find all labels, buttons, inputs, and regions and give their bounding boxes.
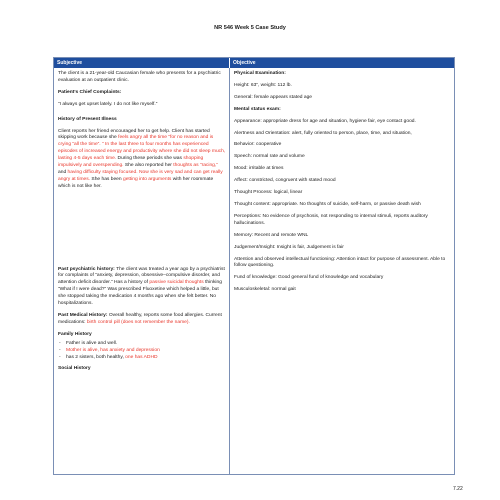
mental-status-item: Alertness and Orientation: alert, fully oriented to person, place, time, and situation,: [234, 130, 412, 136]
chief-complaint-text: “I always get upset lately. I do not like myself.”: [58, 101, 158, 107]
text-run: with her roommate which is not like her.: [58, 176, 214, 189]
highlighted-text: birth control pill (does not remember the name).: [86, 319, 190, 325]
mental-status-item: Affect: constricted, congruent with stated mood: [234, 178, 336, 184]
page-title: NR 546 Week 5 Case Study: [214, 25, 286, 31]
mental-status-item: Musculoskeletal: normal gait: [234, 287, 296, 293]
table-header-row: [54, 58, 454, 68]
mental-status-heading: Mental status exam:: [234, 106, 281, 112]
text-run: has 2 sisters, both healthy,: [66, 354, 126, 360]
text-run: She also reported her: [123, 163, 174, 169]
text-run: Father is alive and well.: [66, 340, 118, 346]
psych-history-text: [58, 267, 226, 308]
mental-status-item: Fund of knowledge: Good general fund of knowledge and vocabulary: [234, 275, 384, 281]
mental-status-item: Attention and observed intellectual functioning: Attention intact for purpose of assessment. Able to follow questioning.: [234, 256, 446, 269]
mental-status-item: Judgement/Insight: Insight is fair, Judgement is fair: [234, 244, 344, 250]
family-history-item: [58, 355, 226, 362]
medical-history-text: [58, 313, 226, 327]
mental-status-item: Thought Process: logical, linear: [234, 190, 303, 196]
mental-status-item: Perceptions: No evidence of psychosis, not responding to internal stimuli, reports auditory hallucinations.: [234, 213, 428, 226]
highlighted-text: having difficulty staying focused. Now she is very sad and can get really angry at times.: [58, 169, 223, 182]
highlighted-text: thoughts as “racing,”: [173, 163, 218, 169]
highlighted-text: feels angry all the time “for no reason and is crying “all the time”. ” In the last three to four months has experienced episodes of increased energy and productivity where she did not sleep much, lasting 4-5 days each time.: [58, 135, 226, 162]
objective-column: [230, 68, 454, 474]
hpi-heading: History of Present Illness: [58, 116, 117, 122]
height-weight: Height: 63”, weight: 112 lb.: [234, 82, 292, 88]
page-number: 7.22: [453, 486, 463, 492]
highlighted-text: getting into arguments: [122, 176, 172, 182]
client-intro: The client is a 21-year-old Caucasian female who presents for a psychiatric evaluation at an outpatient clinic.: [58, 71, 221, 83]
case-study-table: [53, 57, 455, 475]
social-history-heading: Social History: [58, 366, 91, 372]
text-run: Overall healthy, reports some food allergies. Current medications:: [58, 312, 222, 325]
highlighted-text: shopping impulsively and overspending.: [58, 156, 204, 169]
mental-status-item: Speech: normal rate and volume: [234, 154, 305, 160]
hpi-text: [58, 129, 226, 191]
mental-status-item: Mood: irritable at times: [234, 166, 284, 172]
text-run: Client reports her friend encouraged her to get help. Client has started skipping work because she: [58, 128, 210, 141]
physical-exam-heading: Physical Examination:: [234, 71, 286, 76]
general-appearance: General: female appears stated age: [234, 94, 313, 100]
text-run: and: [58, 169, 68, 175]
text-run: During these periods she was: [116, 156, 184, 162]
subjective-header: Subjective: [54, 58, 230, 68]
family-history-item: [58, 348, 226, 355]
text-run: Past Medical History:: [58, 312, 108, 318]
mental-status-item: Behavior: cooperative: [234, 142, 282, 148]
mental-status-item: Thought content: appropriate. No thoughts of suicide, self-harm, or passive death wish: [234, 201, 421, 207]
objective-header: Objective: [233, 60, 256, 66]
mental-status-item: Memory: Recent and remote WNL: [234, 232, 309, 238]
text-run: The client was treated a year ago by a psychiatrist for complaints of “anxiety, depression, obsessive–compulsive disorder, and attention deficit disorder.” Has a history of: [58, 266, 225, 286]
highlighted-text: one has ADHD: [125, 354, 158, 360]
subjective-column: [54, 68, 230, 474]
text-run: thinking “What if I were dead?” Was prescribed Fluoxetine which helped a little, but she stopped taking the medication 4 months ago when she felt better. No hospitalizations.: [58, 280, 222, 307]
highlighted-text: passive suicidal thoughts: [149, 280, 204, 286]
family-history-list: [58, 341, 226, 362]
family-history-item: [58, 341, 226, 348]
family-history-heading: Family History: [58, 331, 92, 337]
text-run: Past psychiatric history:: [58, 266, 115, 272]
highlighted-text: Mother is alive, has anxiety and depression: [66, 347, 160, 353]
mental-status-item: Appearance: appropriate dress for age and situation, hygiene fair, eye contact good.: [234, 118, 416, 124]
chief-complaint-heading: Patient’s Chief Complaints:: [58, 89, 122, 95]
table-body-row: [54, 68, 454, 474]
mental-status-items: [234, 119, 451, 295]
text-run: She has been: [90, 176, 123, 182]
